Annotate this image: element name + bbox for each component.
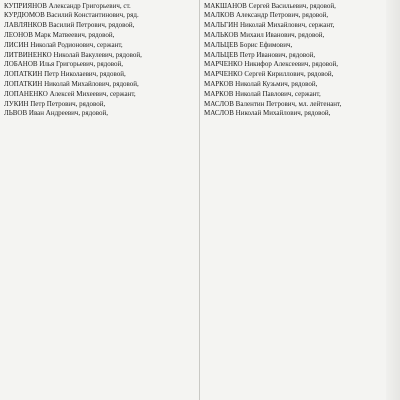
entry-line: ЛЬВОВ Иван Андреевич, рядовой, bbox=[4, 109, 108, 118]
obituary-entry bbox=[204, 41, 386, 49]
obituary-entry bbox=[204, 100, 386, 108]
entry-line: КУПРИЯНОВ Александр Григорьевич, ст. bbox=[4, 1, 131, 10]
obituary-entry bbox=[4, 70, 196, 78]
obituary-entry bbox=[4, 41, 196, 49]
column-divider bbox=[199, 0, 200, 400]
entry-line: КУРДЮМОВ Василий Константинович, ряд. bbox=[4, 11, 139, 20]
obituary-entry bbox=[204, 70, 386, 78]
watermark-strip bbox=[386, 0, 400, 400]
obituary-entry bbox=[204, 90, 386, 98]
obituary-entry bbox=[204, 51, 386, 59]
entry-line: МАКШАНОВ Сергей Васильевич, рядовой, bbox=[204, 1, 336, 10]
entry-line: ЛЕОНОВ Марк Матвеевич, рядовой, bbox=[4, 30, 115, 39]
entry-line: ЛОПАТКИН Николай Михайлович, рядовой, bbox=[4, 79, 139, 88]
entry-line: ЛИТВИНЕНКО Николай Вакулевич, рядовой, bbox=[4, 50, 142, 59]
obituary-entry bbox=[4, 109, 196, 117]
entry-line: ЛАВЛЯНКОВ Василий Петрович, рядовой, bbox=[4, 21, 135, 30]
obituary-entry bbox=[4, 21, 196, 29]
right-column bbox=[204, 0, 386, 400]
entry-line: МАРКОВ Николай Кузьмич, рядовой, bbox=[204, 79, 318, 88]
obituary-entry bbox=[4, 2, 196, 10]
obituary-entry bbox=[204, 31, 386, 39]
entry-line: ЛОБАНОВ Илья Григорьевич, рядовой, bbox=[4, 60, 123, 69]
entry-line: ЛИСИН Николай Родионович, сержант, bbox=[4, 40, 123, 49]
entry-line: МАЛЬКОВ Михаил Иванович, рядовой, bbox=[204, 30, 325, 39]
entry-line: МАСЛОВ Николай Михайлович, рядовой, bbox=[204, 109, 331, 118]
entry-line: МАЛЬГИН Николай Михайлович, сержант, bbox=[204, 21, 335, 30]
obituary-entry bbox=[4, 100, 196, 108]
entry-line: МАЛЬЦЕВ Петр Иванович, рядовой, bbox=[204, 50, 316, 59]
entry-line: МАЛКОВ Александр Петрович, рядовой, bbox=[204, 11, 329, 20]
obituary-entry bbox=[204, 21, 386, 29]
obituary-entry bbox=[204, 109, 386, 117]
obituary-entry bbox=[204, 80, 386, 88]
entry-line: МАРКОВ Николай Павлович, сержант, bbox=[204, 89, 321, 98]
obituary-entry bbox=[204, 11, 386, 19]
entry-line: ЛУКИН Петр Петрович, рядовой, bbox=[4, 99, 106, 108]
entry-line: МАСЛОВ Валентин Петрович, мл. лейтенант, bbox=[204, 99, 342, 108]
obituary-entry bbox=[4, 80, 196, 88]
entry-line: ЛОПАНЕНКО Алексей Михеевич, сержант, bbox=[4, 89, 136, 98]
obituary-entry bbox=[4, 11, 196, 19]
entry-line: МАРЧЕНКО Никифор Алексеевич, рядовой, bbox=[204, 60, 338, 69]
left-column bbox=[4, 0, 196, 400]
entry-line: МАРЧЕНКО Сергей Кириллович, рядовой, bbox=[204, 70, 334, 79]
obituary-entry bbox=[4, 51, 196, 59]
entry-line: ЛОПАТКИН Петр Николаевич, рядовой, bbox=[4, 70, 126, 79]
obituary-entry bbox=[4, 60, 196, 68]
entry-line: МАЛЬЦЕВ Борис Ефимович, bbox=[204, 40, 293, 49]
obituary-entry bbox=[204, 2, 386, 10]
obituary-entry bbox=[4, 31, 196, 39]
obituary-entry bbox=[4, 90, 196, 98]
obituary-entry bbox=[204, 60, 386, 68]
